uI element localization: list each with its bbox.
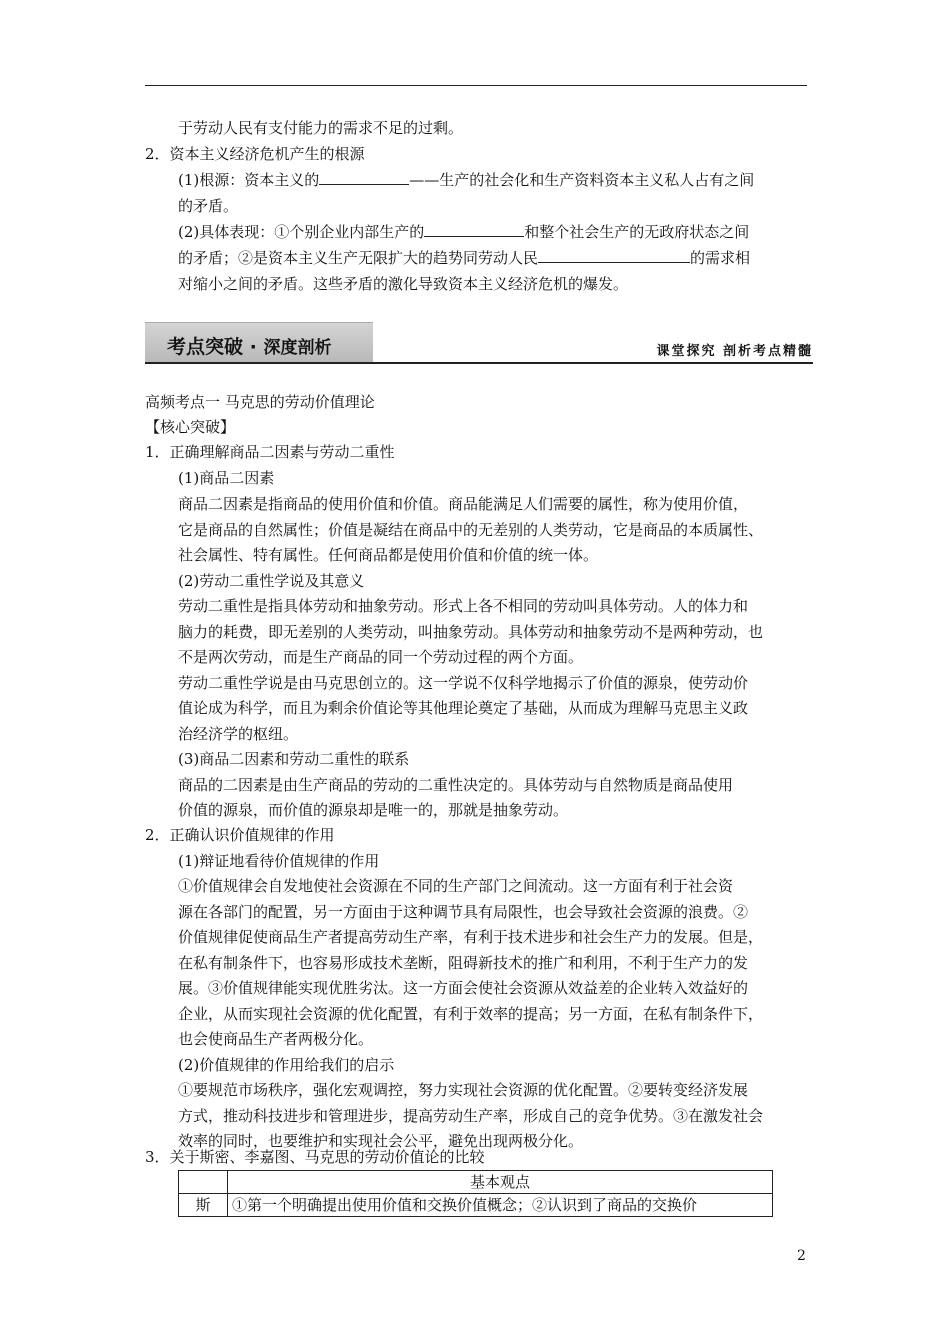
table-cell: ①第一个明确提出使用价值和交换价值概念；②认识到了商品的交换价 (228, 1194, 773, 1217)
text-fragment: 的矛盾；②是资本主义生产无限扩大的趋势同劳动人民 (178, 249, 539, 267)
text-line: 的矛盾。 (178, 197, 239, 215)
text-line: 在私有制条件下，也容易形成技术垄断，阻碍新技术的推广和利用，不利于生产力的发 (178, 954, 749, 972)
text-fragment: (2)具体表现：①个别企业内部生产的 (178, 223, 425, 241)
text-line: 不是两次劳动，而是生产商品的同一个劳动过程的两个方面。 (178, 648, 584, 666)
text-line: 价值的源泉，而价值的源泉却是唯一的，那就是抽象劳动。 (178, 801, 569, 819)
text-line (178, 248, 750, 268)
text-line: 企业，从而实现社会资源的优化配置，有利于效率的提高；另一方面，在私有制条件下， (178, 1005, 764, 1023)
blank-line (319, 170, 409, 185)
table-row (179, 1194, 773, 1217)
text-line: 于劳动人民有支付能力的需求不足的过剩。 (178, 119, 464, 137)
table-cell (179, 1171, 228, 1194)
table-header-cell: 基本观点 (228, 1171, 773, 1194)
blank-line (424, 222, 524, 237)
text-line: 社会属性、特有属性。任何商品都是使用价值和价值的统一体。 (178, 546, 599, 564)
topic-heading: 高频考点一 马克思的劳动价值理论 (145, 393, 375, 411)
text-fragment: 的需求相 (690, 249, 751, 267)
section-heading: 2．正确认识价值规律的作用 (145, 826, 335, 844)
text-line (178, 170, 754, 190)
text-line: 方式，推动科技进步和管理进步，提高劳动生产率，形成自己的竞争优势。③在激发社会 (178, 1107, 764, 1125)
subsection-heading: (1)辩证地看待价值规律的作用 (178, 852, 380, 870)
subsection-heading: (2)劳动二重性学说及其意义 (178, 572, 365, 590)
text-line: 效率的同时，也要维护和实现社会公平，避免出现两极分化。 (178, 1132, 584, 1150)
text-line: ①价值规律会自发地使社会资源在不同的生产部门之间流动。这一方面有利于社会资 (178, 877, 734, 895)
subsection-heading: (3)商品二因素和劳动二重性的联系 (178, 750, 410, 768)
subsection-heading: (1)商品二因素 (178, 469, 275, 487)
subheading: 【核心突破】 (145, 418, 236, 436)
text-line: 劳动二重性学说是由马克思创立的。这一学说不仅科学地揭示了价值的源泉，使劳动价 (178, 674, 749, 692)
comparison-table (178, 1170, 773, 1217)
header-rule (145, 85, 807, 86)
section-heading: 1．正确理解商品二因素与劳动二重性 (145, 443, 395, 461)
text-line: 值论成为科学，而且为剩余价值论等其他理论奠定了基础，从而成为理解马克思主义政 (178, 699, 749, 717)
text-fragment: ——生产的社会化和生产资料资本主义私人占有之间 (409, 171, 755, 189)
text-fragment: 和整个社会生产的无政府状态之间 (524, 223, 750, 241)
text-line: 价值规律促使商品生产者提高劳动生产率，有利于技术进步和社会生产力的发展。但是， (178, 928, 764, 946)
text-line: 源在各部门的配置，另一方面由于这种调节具有局限性，也会导致社会资源的浪费。② (178, 903, 749, 921)
text-line: 它是商品的自然属性；价值是凝结在商品中的无差别的人类劳动，它是商品的本质属性、 (178, 521, 764, 539)
section-heading: 3．关于斯密、李嘉图、马克思的劳动价值论的比较 (145, 1148, 485, 1166)
page-number: 2 (797, 1248, 806, 1264)
text-line: 劳动二重性是指具体劳动和抽象劳动。形式上各不相同的劳动叫具体劳动。人的体力和 (178, 597, 749, 615)
text-line: 脑力的耗费，即无差别的人类劳动，叫抽象劳动。具体劳动和抽象劳动不是两种劳动，也 (178, 623, 764, 641)
section-banner (145, 322, 813, 364)
text-line: 也会使商品生产者两极分化。 (178, 1030, 374, 1048)
table-cell: 斯 (179, 1194, 228, 1217)
blank-line (538, 248, 690, 263)
banner-dot: · (243, 336, 264, 358)
subsection-heading: (2)价值规律的作用给我们的启示 (178, 1056, 395, 1074)
text-line: 治经济学的枢纽。 (178, 725, 299, 743)
banner-subtitle: 深度剖析 (263, 338, 332, 358)
section-heading: 2．资本主义经济危机产生的根源 (145, 145, 365, 163)
text-line: 商品二因素是指商品的使用价值和价值。商品能满足人们需要的属性，称为使用价值， (178, 495, 749, 513)
table-row (179, 1171, 773, 1194)
text-line: 对缩小之间的矛盾。这些矛盾的激化导致资本主义经济危机的爆发。 (178, 275, 629, 293)
text-line: 展。③价值规律能实现优胜劣汰。这一方面会使社会资源从效益差的企业转入效益好的 (178, 979, 749, 997)
banner-rule (145, 362, 813, 364)
text-fragment: (1)根源：资本主义的 (178, 171, 320, 189)
text-line (178, 222, 749, 242)
text-line: ①要规范市场秩序，强化宏观调控，努力实现社会资源的优化配置。②要转变经济发展 (178, 1081, 749, 1099)
banner-right-caption: 课堂探究 剖析考点精髓 (656, 344, 813, 359)
text-line: 商品的二因素是由生产商品的劳动的二重性决定的。具体劳动与自然物质是商品使用 (178, 776, 734, 794)
banner-title (167, 332, 331, 359)
banner-title-main: 考点突破 (167, 336, 244, 358)
